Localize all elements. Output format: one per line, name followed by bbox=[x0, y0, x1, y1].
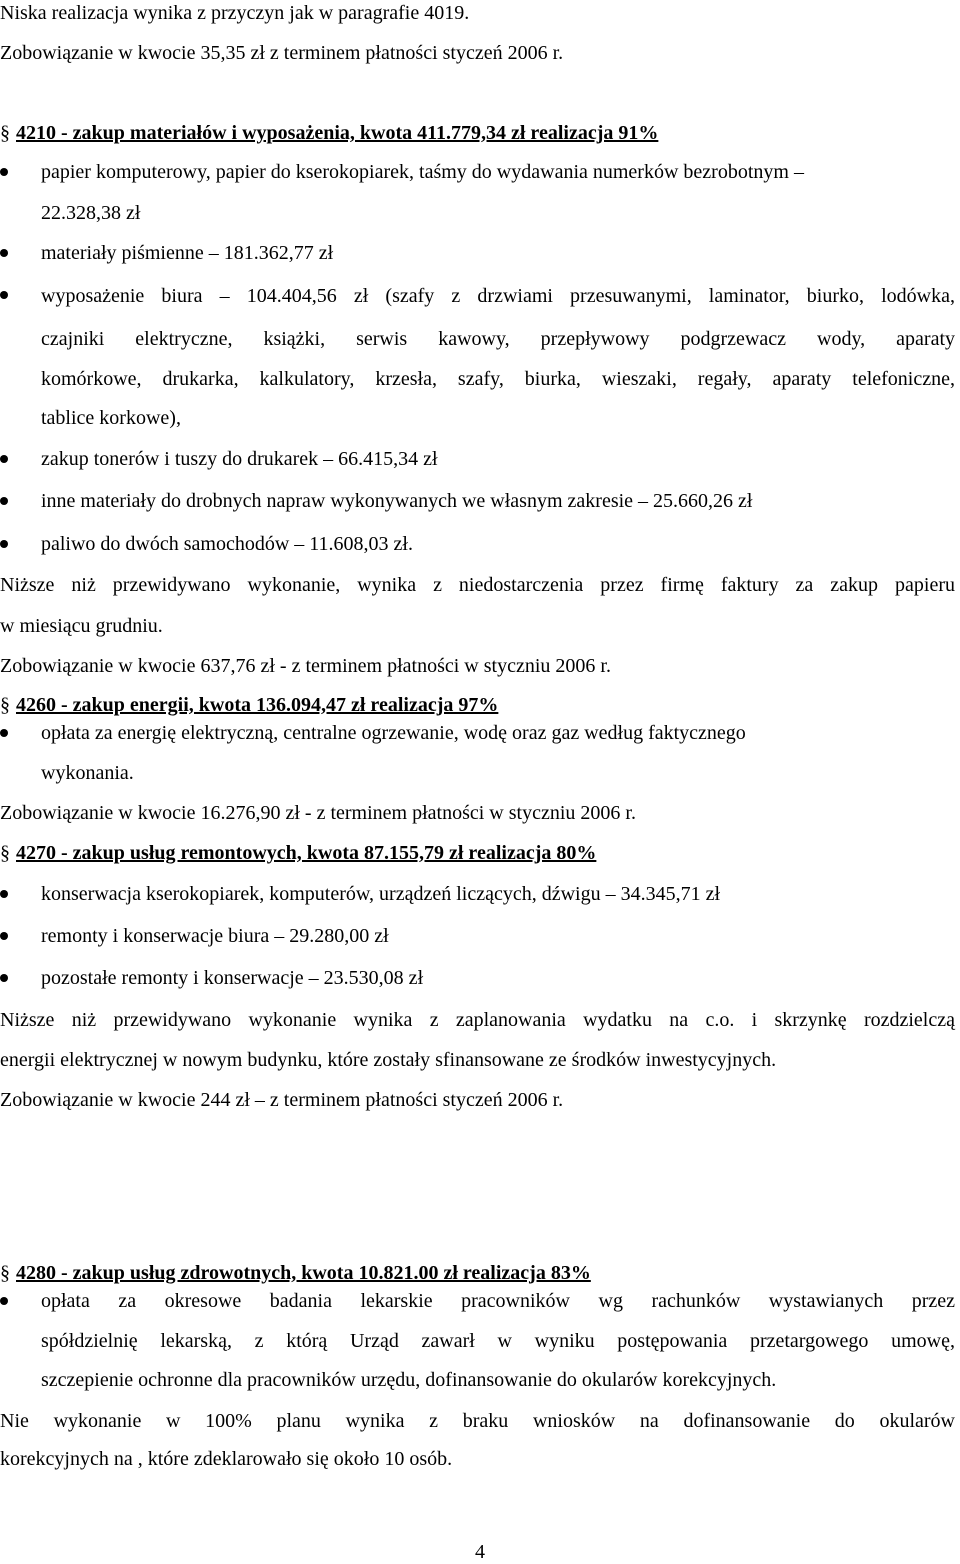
section-4270-bullet-1: konserwacja kserokopiarek, komputerów, urządzeń liczących, dźwigu – 34.345,71 zł bbox=[41, 883, 721, 905]
section-4270-obligation: Zobowiązanie w kwocie 244 zł – z terminem płatności styczeń 2006 r. bbox=[0, 1089, 564, 1111]
bullet-icon bbox=[0, 932, 8, 940]
intro-line-1: Niska realizacja wynika z przyczyn jak w paragrafie 4019. bbox=[0, 2, 470, 24]
bullet-icon bbox=[0, 1297, 8, 1305]
section-4210-obligation: Zobowiązanie w kwocie 637,76 zł - z terminem płatności w styczniu 2006 r. bbox=[0, 655, 611, 677]
section-4270-bullet-3: pozostałe remonty i konserwacje – 23.530,08 zł bbox=[41, 967, 424, 989]
paragraph-symbol: § bbox=[0, 694, 10, 716]
section-4280-note-line-2: korekcyjnych na , które zdeklarowało się około 10 osób. bbox=[0, 1448, 453, 1470]
paragraph-symbol: § bbox=[0, 842, 10, 864]
section-4210-bullet-3-line-1: wyposażenie biura – 104.404,56 zł (szafy z drzwiami przesuwanymi, laminator, biurko, lodówka, bbox=[41, 285, 955, 307]
section-4210-bullet-3-line-4: tablice korkowe), bbox=[41, 407, 181, 429]
section-4270-heading bbox=[0, 841, 596, 865]
section-4280-bullet-1-line-3: szczepienie ochronne dla pracowników urzędu, dofinansowanie do okularów korekcyjnych. bbox=[41, 1369, 777, 1391]
section-4280-note-line-1: Nie wykonanie w 100% planu wynika z braku wniosków na dofinansowanie do okularów bbox=[0, 1410, 955, 1432]
section-4210-bullet-4: zakup tonerów i tuszy do drukarek – 66.415,34 zł bbox=[41, 448, 438, 470]
section-4210-note-line-1: Niższe niż przewidywano wykonanie, wynika z niedostarczenia przez firmę faktury za zakup papieru bbox=[0, 574, 955, 596]
paragraph-symbol: § bbox=[0, 122, 10, 144]
bullet-icon bbox=[0, 249, 8, 257]
section-4260-title: 4260 - zakup energii, kwota 136.094,47 zł realizacja 97% bbox=[16, 694, 499, 716]
section-4260-heading bbox=[0, 693, 498, 717]
section-4270-bullet-2: remonty i konserwacje biura – 29.280,00 zł bbox=[41, 925, 389, 947]
paragraph-symbol: § bbox=[0, 1262, 10, 1284]
page-number: 4 bbox=[475, 1541, 485, 1563]
section-4260-bullet-1-line-1: opłata za energię elektryczną, centralne ogrzewanie, wodę oraz gaz według faktycznego bbox=[41, 722, 746, 744]
section-4280-heading bbox=[0, 1261, 591, 1285]
bullet-icon bbox=[0, 168, 8, 176]
bullet-icon bbox=[0, 497, 8, 505]
section-4210-title: 4210 - zakup materiałów i wyposażenia, kwota 411.779,34 zł realizacja 91% bbox=[16, 122, 659, 144]
section-4210-bullet-1-line-1: papier komputerowy, papier do kserokopiarek, taśmy do wydawania numerków bezrobotnym – bbox=[41, 161, 804, 183]
section-4270-note-line-2: energii elektrycznej w nowym budynku, które zostały sfinansowane ze środków inwestycyjnych. bbox=[0, 1049, 777, 1071]
section-4210-bullet-3-line-3: komórkowe, drukarka, kalkulatory, krzesła, szafy, biurka, wieszaki, regały, aparaty telefoniczne, bbox=[41, 368, 955, 390]
bullet-icon bbox=[0, 455, 8, 463]
section-4210-heading bbox=[0, 121, 658, 145]
bullet-icon bbox=[0, 540, 8, 548]
section-4270-note-line-1: Niższe niż przewidywano wykonanie wynika z zaplanowania wydatku na c.o. i skrzynkę rozdzielczą bbox=[0, 1009, 955, 1031]
bullet-icon bbox=[0, 890, 8, 898]
section-4210-bullet-6: paliwo do dwóch samochodów – 11.608,03 zł. bbox=[41, 533, 413, 555]
section-4210-bullet-3-line-2: czajniki elektryczne, książki, serwis kawowy, przepływowy podgrzewacz wody, aparaty bbox=[41, 328, 955, 350]
section-4210-note-line-2: w miesiącu grudniu. bbox=[0, 615, 163, 637]
section-4210-bullet-1-line-2: 22.328,38 zł bbox=[41, 202, 141, 224]
section-4280-title: 4280 - zakup usług zdrowotnych, kwota 10.821.00 zł realizacja 83% bbox=[16, 1262, 591, 1284]
bullet-icon bbox=[0, 291, 8, 299]
section-4260-obligation: Zobowiązanie w kwocie 16.276,90 zł - z terminem płatności w styczniu 2006 r. bbox=[0, 802, 636, 824]
section-4280-bullet-1-line-2: spółdzielnię lekarską, z którą Urząd zawarł w wyniku postępowania przetargowego umowę, bbox=[41, 1330, 955, 1352]
bullet-icon bbox=[0, 729, 8, 737]
section-4260-bullet-1-line-2: wykonania. bbox=[41, 762, 134, 784]
bullet-icon bbox=[0, 974, 8, 982]
section-4270-title: 4270 - zakup usług remontowych, kwota 87.155,79 zł realizacja 80% bbox=[16, 842, 597, 864]
section-4210-bullet-2: materiały piśmienne – 181.362,77 zł bbox=[41, 242, 334, 264]
intro-obligation: Zobowiązanie w kwocie 35,35 zł z terminem płatności styczeń 2006 r. bbox=[0, 42, 564, 64]
section-4210-bullet-5: inne materiały do drobnych napraw wykonywanych we własnym zakresie – 25.660,26 zł bbox=[41, 490, 753, 512]
section-4280-bullet-1-line-1: opłata za okresowe badania lekarskie pracowników wg rachunków wystawianych przez bbox=[41, 1290, 955, 1312]
